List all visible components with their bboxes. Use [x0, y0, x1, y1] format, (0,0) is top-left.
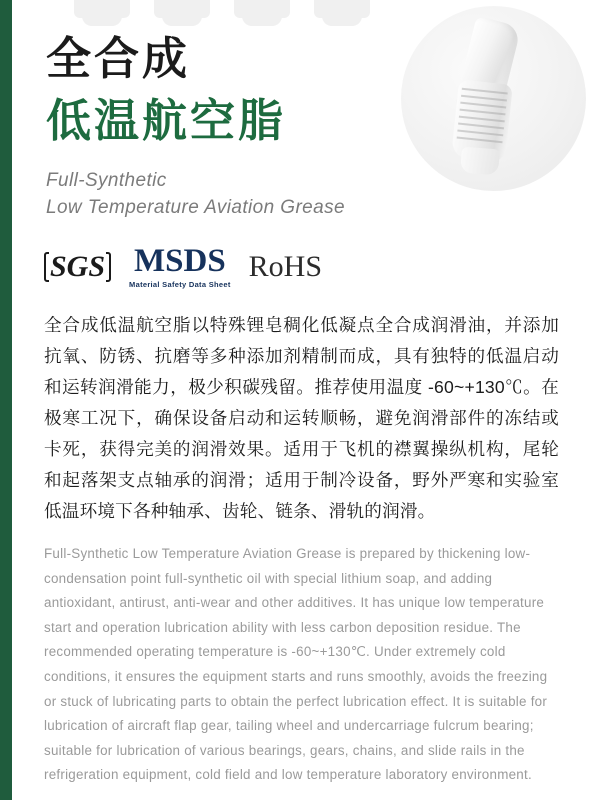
gear-icon [314, 0, 370, 18]
gear-icon [234, 0, 290, 18]
certification-logos [44, 243, 322, 290]
product-photo [401, 6, 586, 191]
rohs-logo-label: RoHS [248, 250, 322, 283]
left-accent-bar [0, 0, 12, 800]
msds-logo-label: MSDS [134, 243, 226, 280]
nozzle-tip [460, 147, 500, 176]
page-subtitle-en-line1: Full-Synthetic [46, 170, 167, 191]
page-title-zh-primary: 全合成 [46, 33, 191, 84]
msds-logo [129, 245, 231, 289]
nozzle-ridges [456, 86, 508, 148]
description-english: Full-Synthetic Low Temperature Aviation Grease is prepared by thickening low-condensation point full-synthetic oil with special lithium soap, and adding antioxidant, antirust, anti-wear and other additives. It has unique low temperature start and operation lubrication ability with less carbon deposition residue. The recommended operating temperature is -60~+130℃. Under extremely cold conditions, it ensures the equipment starts and runs smoothly, avoids the freezing or stuck of lubricating parts to obtain the perfect lubrication effect. It is suitable for lubrication of aircraft flap gear, tailing wheel and undercarriage fulcrum bearing; suitable for lubrication of various bearings, gears, chains, and slide rails in the refrigeration equipment, cold field and low temperature laboratory environment. [44, 546, 548, 783]
description-chinese: 全合成低温航空脂以特殊锂皂稠化低凝点全合成润滑油，并添加抗氧、防锈、抗磨等多种添加剂精制而成，具有独特的低温启动和运转润滑能力，极少积碳残留。推荐使用温度 -60~+130℃。在极寒工况下，确保设备启动和运转顺畅，避免润滑部件的冻结或卡死，获得完美的润滑效果。适用于飞机的襟翼操纵机构，尾轮和起落架支点轴承的润滑；适用于制冷设备，野外严寒和实验室低温环境下各种轴承、齿轮、链条、滑轨的润滑。 [44, 315, 559, 521]
msds-logo-subtitle: Material Safety Data Sheet [129, 280, 231, 290]
left-accent-bar-highlight [12, 0, 16, 800]
sgs-logo [44, 250, 111, 284]
gear-icon [154, 0, 210, 18]
grease-cartridge-nozzle-image [435, 20, 533, 170]
page-title-zh-secondary: 低温航空脂 [46, 95, 287, 146]
gear-icon [74, 0, 130, 18]
page-subtitle-en-line2: Low Temperature Aviation Grease [46, 197, 345, 218]
sgs-logo-label: SGS [50, 250, 106, 283]
